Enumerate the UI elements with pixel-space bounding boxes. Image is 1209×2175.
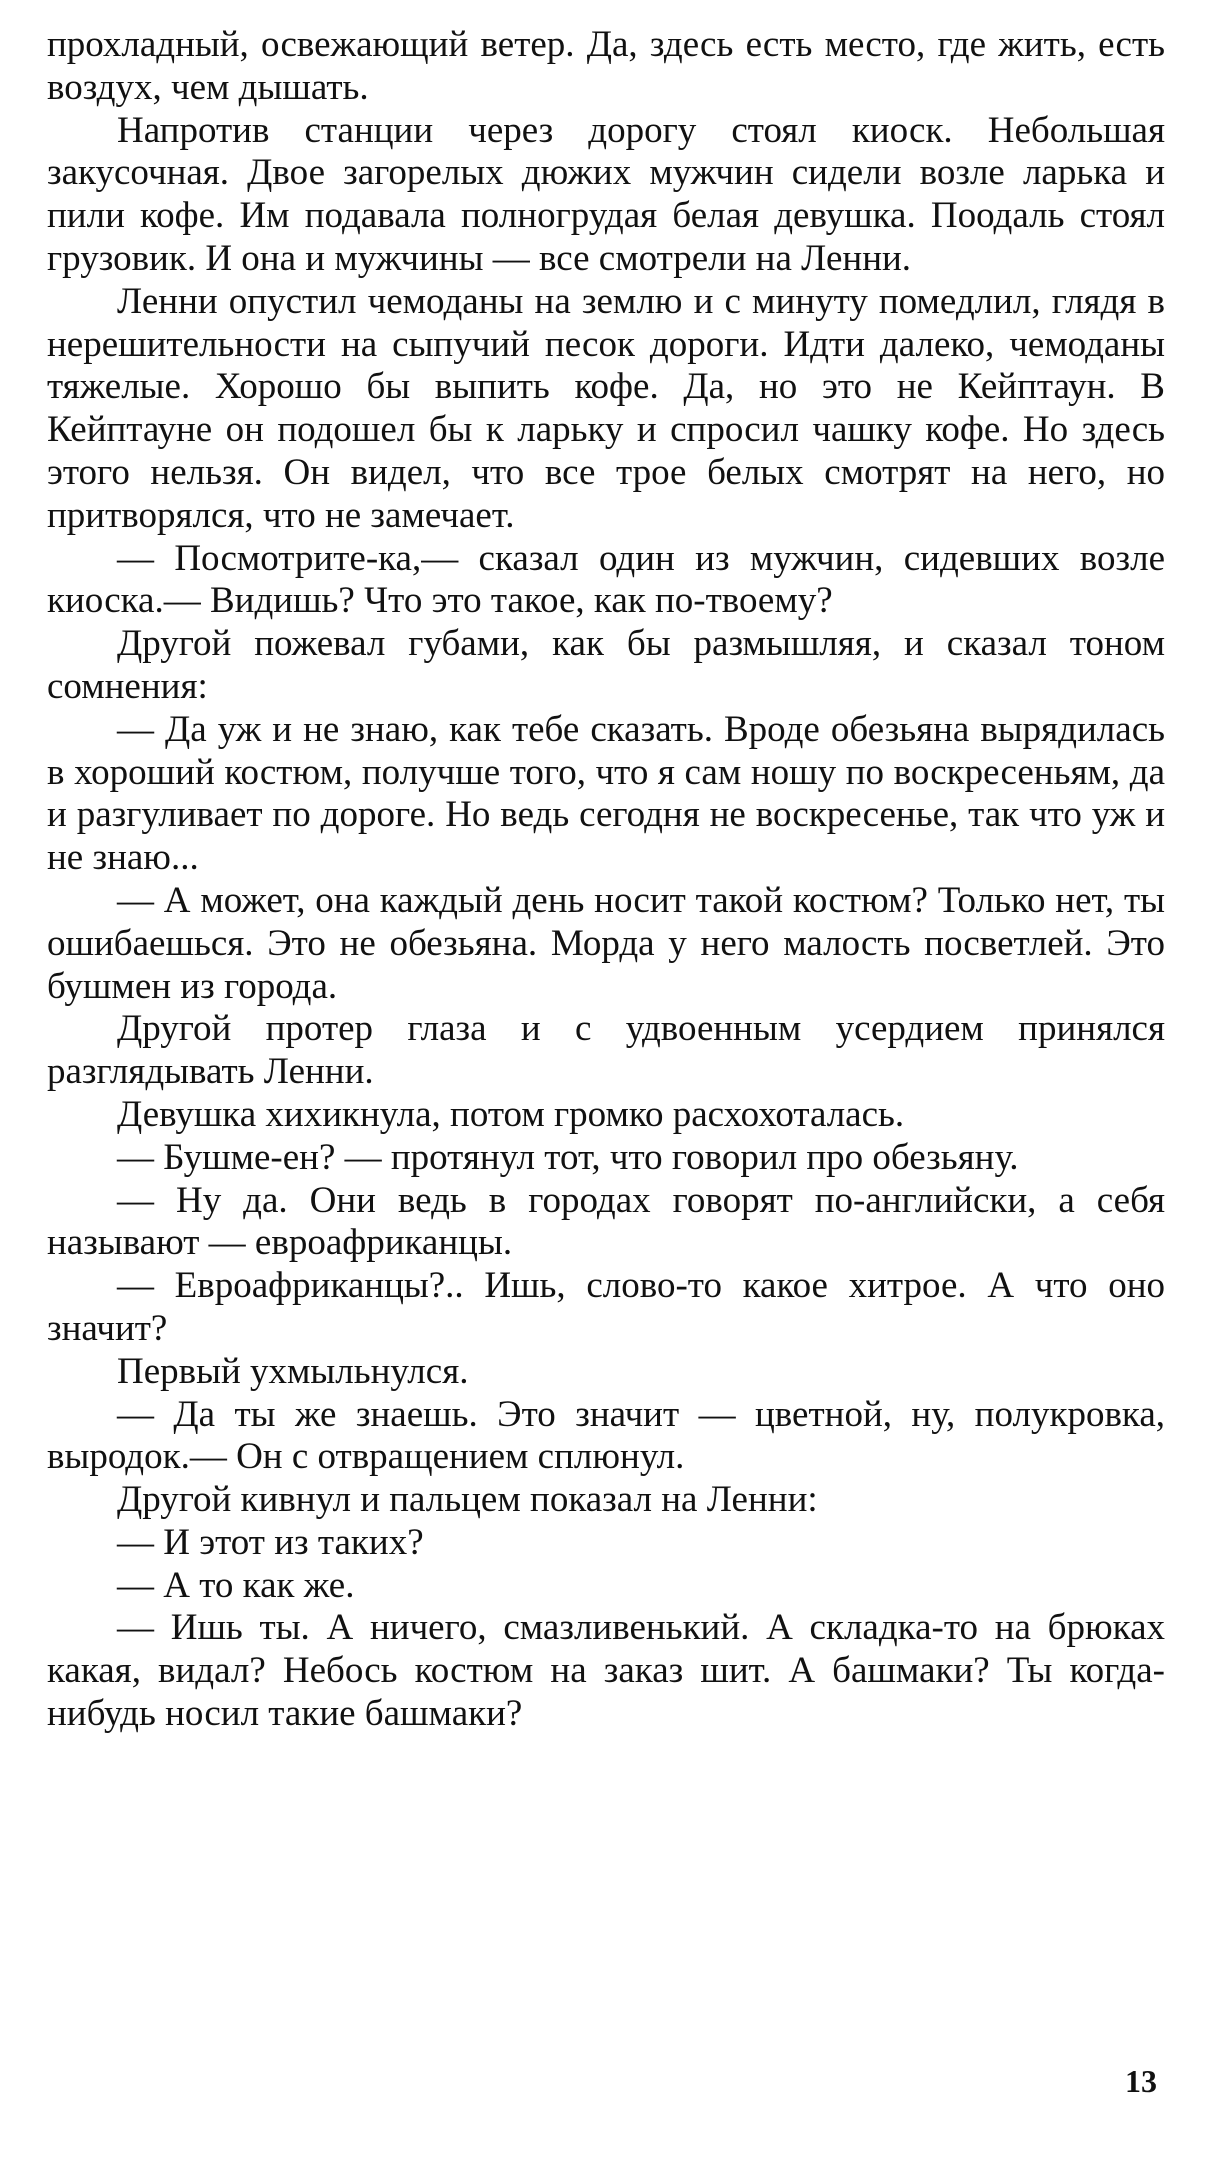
paragraph: Другой кивнул и пальцем показал на Ленни: (117, 1479, 818, 1521)
dialogue-line: — Да ты же знаешь. Это значит — цветной, ну, полукровка, выродок.— Он с отвращением сплюнул. (47, 1393, 1165, 1478)
paragraph: Ленни опустил чемоданы на землю и с минуту помедлил, глядя в нерешительности на сыпучий песок дороги. Идти далеко, чемоданы тяжелые. Хорошо бы выпить кофе. Да, но это не Кейптаун. В Кейптауне он подошел бы к ларьку и спросил чашку кофе. Но здесь этого нельзя. Он видел, что все трое белых смотрят на него, но притворялся, что не замечает. (47, 280, 1165, 536)
dialogue-line: — И этот из таких? (117, 1521, 424, 1563)
dialogue-line: — Ну да. Они ведь в городах говорят по-английски, а себя называют — евроафриканцы. (47, 1179, 1165, 1264)
paragraph: Другой протер глаза и с удвоенным усердием принялся разглядывать Ленни. (47, 1008, 1165, 1093)
dialogue-line: — Посмотрите-ка,— сказал один из мужчин, сидевших возле киоска.— Видишь? Что это такое, как по-твоему? (47, 537, 1165, 622)
paragraph: Первый ухмыльнулся. (117, 1350, 469, 1392)
dialogue-line: — Евроафриканцы?.. Ишь, слово-то какое хитрое. А что оно значит? (47, 1265, 1165, 1349)
dialogue-line: — А то как же. (117, 1564, 355, 1606)
dialogue-line: — Бушме-ен? — протянул тот, что говорил про обезьяну. (117, 1136, 1019, 1178)
body-text (47, 24, 1165, 1736)
dialogue-line: — А может, она каждый день носит такой костюм? Только нет, ты ошибаешься. Это не обезьяна. Морда у него малость посветлей. Это бушмен из города. (47, 879, 1165, 1007)
paragraph: Девушка хихикнула, потом громко расхохоталась. (117, 1093, 905, 1135)
paragraph: Другой пожевал губами, как бы размышляя, и сказал тоном сомнения: (47, 623, 1165, 707)
paragraph-continuation: прохладный, освежающий ветер. Да, здесь есть место, где жить, есть воздух, чем дышать. (47, 24, 1165, 108)
paragraph: Напротив станции через дорогу стоял киоск. Небольшая закусочная. Двое загорелых дюжих мужчин сидели возле ларька и пили кофе. Им подавала полногрудая белая девушка. Поодаль стоял грузовик. И она и мужчины — все смотрели на Ленни. (47, 109, 1165, 279)
page-number: 13 (1125, 2063, 1157, 2099)
dialogue-line: — Да уж и не знаю, как тебе сказать. Вроде обезьяна вырядилась в хороший костюм, получше того, что я сам ношу по воскресеньям, да и разгуливает по дороге. Но ведь сегодня не воскресенье, так что уж и не знаю... (47, 708, 1165, 879)
dialogue-line: — Ишь ты. А ничего, смазливенький. А складка-то на брюках какая, видал? Небось костюм на заказ шит. А башмаки? Ты когда-нибудь носил такие башмаки? (47, 1607, 1165, 1735)
